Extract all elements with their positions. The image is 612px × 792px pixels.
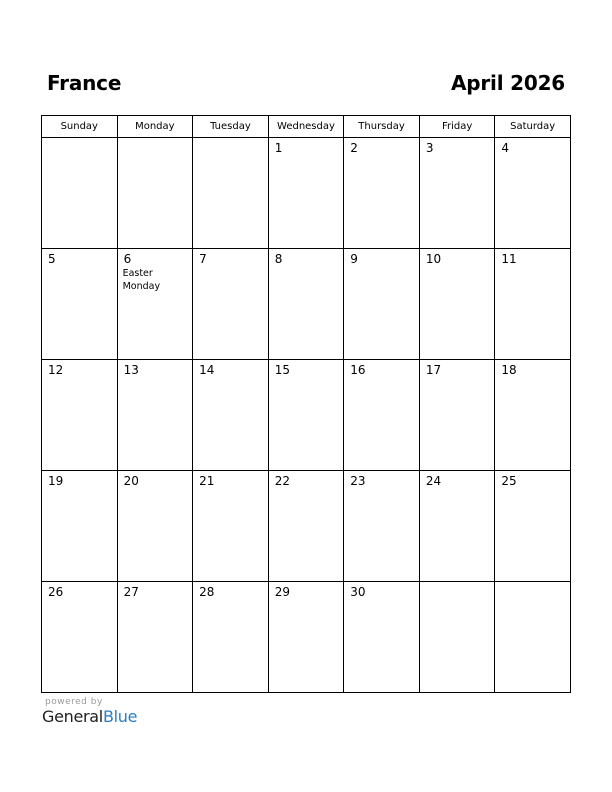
day-number: 6 xyxy=(123,252,132,266)
day-number: 18 xyxy=(501,363,517,377)
day-number: 2 xyxy=(350,141,358,155)
day-cell xyxy=(42,249,118,360)
day-number: 27 xyxy=(123,585,139,599)
week-row-4 xyxy=(42,471,571,582)
day-cell xyxy=(117,582,193,693)
weekday-monday: Monday xyxy=(117,116,193,138)
day-cell xyxy=(268,138,344,249)
day-number xyxy=(118,138,193,142)
day-cell xyxy=(268,360,344,471)
day-cell xyxy=(42,360,118,471)
day-number: 19 xyxy=(48,474,64,488)
day-number: 30 xyxy=(350,585,366,599)
week-row-1 xyxy=(42,138,571,249)
day-cell xyxy=(193,138,269,249)
week-row-5 xyxy=(42,582,571,693)
day-number: 12 xyxy=(48,363,64,377)
day-cell xyxy=(495,138,571,249)
day-cell xyxy=(42,471,118,582)
day-number: 9 xyxy=(350,252,358,266)
weekday-wednesday: Wednesday xyxy=(268,116,344,138)
day-cell xyxy=(344,138,420,249)
day-cell xyxy=(495,471,571,582)
day-cell xyxy=(268,471,344,582)
day-number: 4 xyxy=(501,141,510,155)
week-row-2 xyxy=(42,249,571,360)
day-number: 21 xyxy=(199,474,215,488)
day-number: 22 xyxy=(274,474,290,488)
day-number: 10 xyxy=(425,252,442,266)
day-number: 29 xyxy=(274,585,290,599)
day-number: 28 xyxy=(199,585,215,599)
day-cell xyxy=(42,138,118,249)
day-number xyxy=(193,138,268,142)
day-cell xyxy=(495,360,571,471)
day-cell xyxy=(495,582,571,693)
day-number: 16 xyxy=(350,363,366,377)
day-cell xyxy=(193,249,269,360)
brand-general: General xyxy=(42,707,103,726)
country-title: France xyxy=(47,71,122,95)
day-cell xyxy=(344,471,420,582)
day-number xyxy=(42,138,117,142)
month-year-title: April 2026 xyxy=(451,71,565,95)
weekday-saturday: Saturday xyxy=(495,116,571,138)
day-number: 5 xyxy=(48,252,56,266)
day-cell xyxy=(344,360,420,471)
day-number xyxy=(420,582,495,586)
weekday-thursday: Thursday xyxy=(344,116,420,138)
day-cell xyxy=(495,249,571,360)
day-number: 23 xyxy=(350,474,366,488)
day-number: 7 xyxy=(199,252,207,266)
day-cell xyxy=(419,360,495,471)
day-number: 20 xyxy=(123,474,139,488)
day-cell xyxy=(193,582,269,693)
day-number: 11 xyxy=(501,252,517,266)
day-number: 17 xyxy=(425,363,442,377)
day-cell xyxy=(268,582,344,693)
day-number: 8 xyxy=(274,252,283,266)
day-cell xyxy=(193,360,269,471)
weekday-header-row xyxy=(42,116,571,138)
footer-branding xyxy=(42,697,137,726)
weekday-tuesday: Tuesday xyxy=(193,116,269,138)
generalblue-logo xyxy=(42,708,137,726)
day-number: 3 xyxy=(425,141,434,155)
powered-by-text: powered by xyxy=(45,697,103,707)
week-row-3 xyxy=(42,360,571,471)
day-number: 14 xyxy=(199,363,215,377)
weekday-sunday: Sunday xyxy=(42,116,118,138)
day-cell xyxy=(344,249,420,360)
day-cell xyxy=(117,360,193,471)
calendar-grid xyxy=(41,115,571,693)
day-cell xyxy=(117,471,193,582)
day-cell xyxy=(419,582,495,693)
day-number xyxy=(495,582,570,586)
brand-blue: Blue xyxy=(102,707,138,726)
day-cell xyxy=(117,249,193,360)
day-number: 26 xyxy=(48,585,64,599)
holiday-label: Easter Monday xyxy=(122,268,161,292)
day-cell xyxy=(344,582,420,693)
day-number: 1 xyxy=(274,141,283,155)
day-number: 13 xyxy=(123,363,139,377)
day-cell xyxy=(419,249,495,360)
day-number: 24 xyxy=(425,474,442,488)
day-cell xyxy=(42,582,118,693)
day-number: 15 xyxy=(274,363,290,377)
day-cell xyxy=(193,471,269,582)
day-cell xyxy=(268,249,344,360)
day-cell xyxy=(117,138,193,249)
day-cell xyxy=(419,471,495,582)
weekday-friday: Friday xyxy=(419,116,495,138)
day-number: 25 xyxy=(501,474,517,488)
day-cell xyxy=(419,138,495,249)
